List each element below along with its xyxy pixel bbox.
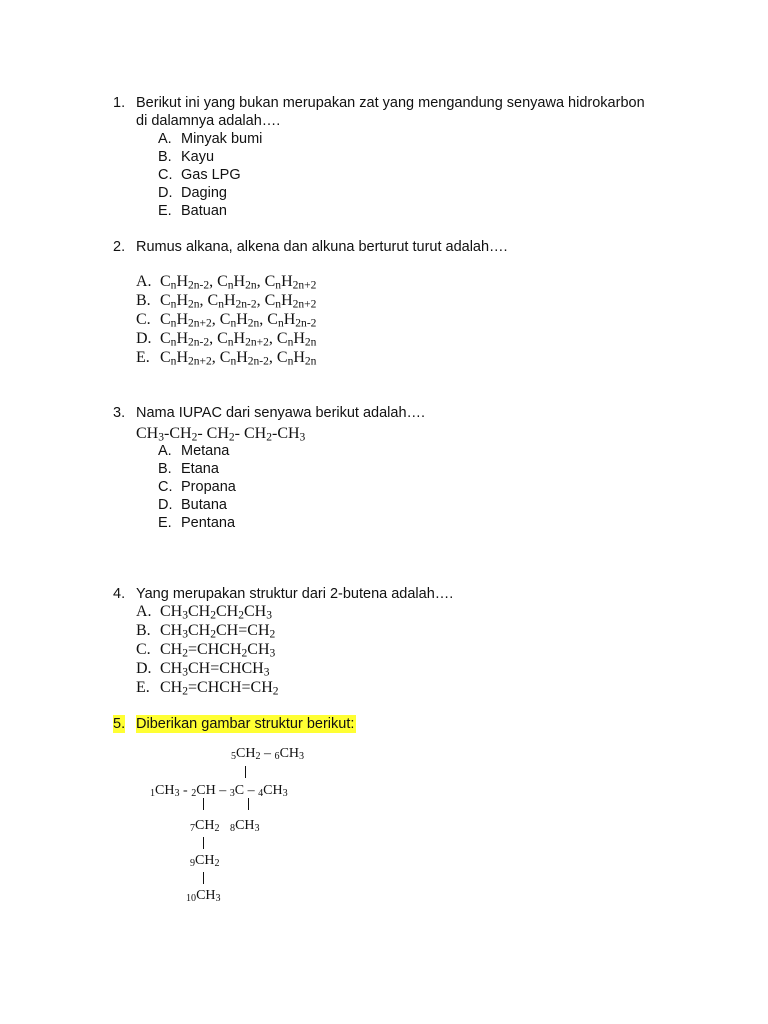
question-number: 3.: [113, 405, 126, 421]
option-text: Butana: [181, 497, 227, 513]
structure-diagram: [140, 740, 340, 920]
q1-option-e: [0, 202, 400, 220]
option-letter: B.: [158, 149, 172, 165]
question-number: 2.: [113, 239, 126, 255]
q3-option-a: [0, 442, 400, 460]
q1-option-d: [0, 184, 400, 202]
option-letter: B.: [136, 292, 151, 309]
bond-3-8: [248, 798, 249, 810]
option-text: Minyak bumi: [181, 131, 263, 147]
option-letter: E.: [158, 515, 172, 531]
option-formulas: $C_nH_{2n}$, $C_nH_{2n-2}$, $C_nH_{2n+2}$: [160, 292, 317, 311]
question-text: Berikut ini yang bukan merupakan zat yang mengandung senyawa hidrokarbon: [136, 95, 645, 111]
option-letter: A.: [136, 603, 152, 620]
question-3: [0, 404, 768, 422]
carbon-10: $_{10}CH_3$: [186, 888, 221, 905]
question-text: Rumus alkana, alkena dan alkuna berturut turut adalah….: [136, 239, 508, 255]
option-formula: $CH_3CH_2CH=CH_2$: [160, 622, 276, 641]
option-letter: E.: [158, 203, 172, 219]
bond-3-5: [245, 766, 246, 778]
question-4: [0, 585, 768, 603]
bond-7-9: [203, 837, 204, 849]
option-letter: B.: [158, 461, 172, 477]
option-letter: D.: [158, 497, 173, 513]
question-number: 1.: [113, 95, 126, 111]
option-text: Kayu: [181, 149, 215, 165]
option-letter: E.: [136, 679, 150, 696]
q1-option-c: [0, 166, 400, 184]
question-5: [0, 715, 768, 733]
q3-option-d: [0, 496, 400, 514]
option-text: Gas LPG: [181, 167, 241, 183]
question-text: Nama IUPAC dari senyawa berikut adalah….: [136, 405, 426, 421]
option-text: Daging: [181, 185, 227, 201]
question-text: Diberikan gambar struktur berikut:: [136, 716, 355, 732]
q3-formula: $CH_3-CH_2-$ $CH_2-$ $CH_2-CH_3$: [136, 425, 306, 444]
option-letter: D.: [158, 185, 173, 201]
carbon-9: $_9CH_2$: [190, 853, 220, 870]
option-text: Batuan: [181, 203, 227, 219]
q1-option-b: [0, 148, 400, 166]
option-text: Etana: [181, 461, 219, 477]
option-formulas: $C_nH_{2n-2}$, $C_nH_{2n}$, $C_nH_{2n+2}$: [160, 273, 317, 292]
q3-option-b: [0, 460, 400, 478]
option-text: Metana: [181, 443, 230, 459]
carbon-7-8: $_7CH_2$ $_8CH_3$: [190, 818, 260, 835]
option-formulas: $C_nH_{2n+2}$, $C_nH_{2n}$, $C_nH_{2n-2}$: [160, 311, 317, 330]
option-formulas: $C_nH_{2n+2}$, $C_nH_{2n-2}$, $C_nH_{2n}$: [160, 349, 317, 368]
option-formula: $CH_3CH_2CH_2CH_3$: [160, 603, 272, 622]
option-letter: C.: [158, 479, 173, 495]
question-1-line-2: [0, 112, 768, 130]
bond-2-7: [203, 798, 204, 810]
option-formulas: $C_nH_{2n-2}$, $C_nH_{2n+2}$, $C_nH_{2n}$: [160, 330, 317, 349]
question-text: Yang merupakan struktur dari 2-butena adalah….: [136, 586, 454, 602]
option-letter: C.: [136, 641, 151, 658]
option-formula: $CH_2=CHCH_2CH_3$: [160, 641, 276, 660]
option-text: Pentana: [181, 515, 236, 531]
question-number: 5.: [113, 716, 126, 732]
option-letter: A.: [158, 131, 172, 147]
q1-option-a: [0, 130, 400, 148]
option-letter: D.: [136, 660, 152, 677]
option-letter: A.: [158, 443, 172, 459]
question-1: [0, 94, 768, 112]
option-letter: D.: [136, 330, 152, 347]
option-formula: $CH_3CH=CHCH_3$: [160, 660, 270, 679]
q4-options: [136, 602, 436, 702]
carbon-5-6: $_5CH_2 - _6CH_3$: [231, 746, 305, 763]
question-number: 4.: [113, 586, 126, 602]
question-text: di dalamnya adalah….: [136, 113, 281, 129]
bond-9-10: [203, 872, 204, 884]
q2-options: [136, 272, 436, 372]
option-text: Propana: [181, 479, 236, 495]
option-letter: E.: [136, 349, 150, 366]
option-letter: C.: [136, 311, 151, 328]
question-2: [0, 238, 768, 256]
q3-option-c: [0, 478, 400, 496]
option-letter: C.: [158, 167, 173, 183]
q3-option-e: [0, 514, 400, 532]
option-letter: A.: [136, 273, 152, 290]
option-letter: B.: [136, 622, 151, 639]
option-formula: $CH_2=CHCH=CH_2$: [160, 679, 279, 698]
main-chain: $_1CH_3 - _2CH - _3C - _4CH_3$: [150, 783, 288, 800]
